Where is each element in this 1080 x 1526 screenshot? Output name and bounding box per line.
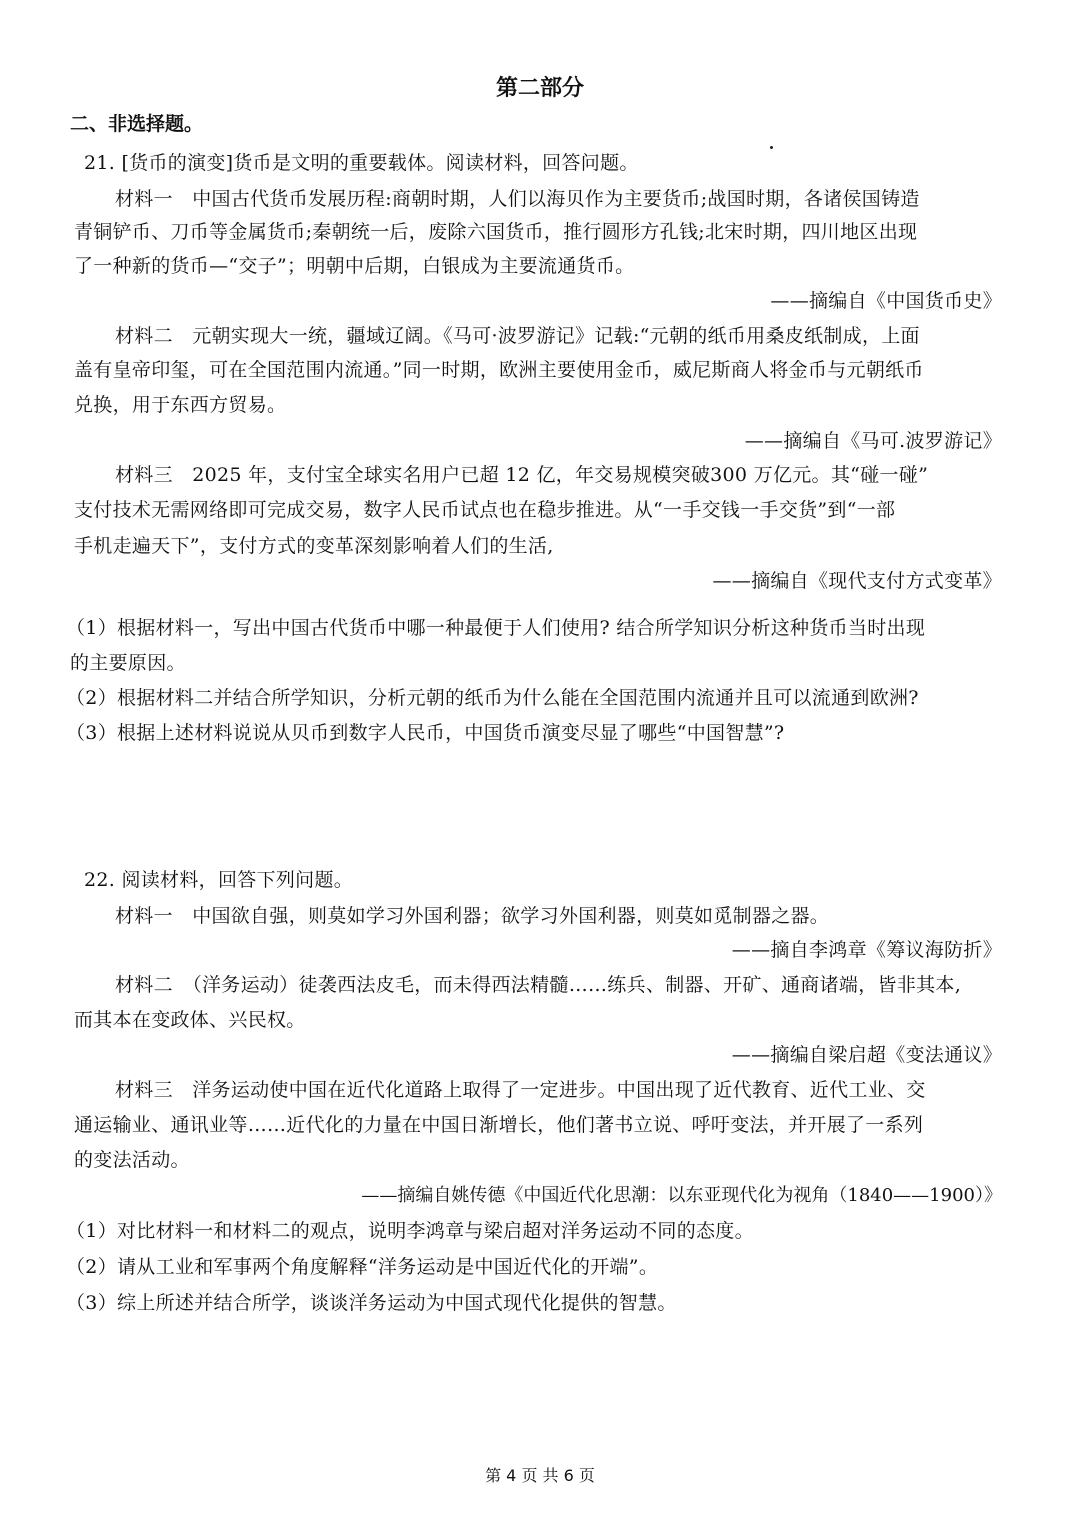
q21-material1-source: ——摘编自《中国货币史》 [770, 290, 1002, 312]
q21-question1-line1: （1）根据材料一，写出中国古代货币中哪一种最便于人们使用? 结合所学知识分析这种货币当时出现 [66, 617, 926, 639]
q22-material3-line1: 材料三 洋务运动使中国在近代化道路上取得了一定进步。中国出现了近代教育、近代工业、交 [115, 1079, 926, 1101]
q22-material1-source: ——摘自李鸿章《筹议海防折》 [731, 939, 1002, 961]
page-title: 第二部分 [495, 76, 584, 101]
q21-material2-line2: 盖有皇帝印玺，可在全国范围内流通。”同一时期，欧洲主要使用金币，威尼斯商人将金币与元朝纸币 [74, 359, 924, 381]
scan-speck [770, 146, 773, 149]
q21-material3-source: ——摘编自《现代支付方式变革》 [712, 570, 1002, 592]
section-heading: 二、非选择题。 [70, 113, 204, 135]
q22-question1: （1）对比材料一和材料二的观点，说明李鸿章与梁启超对洋务运动不同的态度。 [66, 1220, 754, 1242]
q21-material1-line3: 了一种新的货币—“交子”；明朝中后期，白银成为主要流通货币。 [74, 255, 635, 277]
q21-intro: 21. [货币的演变]货币是文明的重要载体。阅读材料，回答问题。 [84, 152, 639, 174]
q21-question1-line2: 的主要原因。 [70, 652, 186, 674]
q21-material2-line3: 兑换，用于东西方贸易。 [74, 394, 287, 416]
q22-material3-line3: 的变法活动。 [74, 1149, 190, 1171]
q21-material3-line3: 手机走遍天下”，支付方式的变革深刻影响着人们的生活, [74, 535, 554, 557]
q22-question2: （2）请从工业和军事两个角度解释“洋务运动是中国近代化的开端”。 [66, 1256, 659, 1278]
q21-material2-source: ——摘编自《马可.波罗游记》 [744, 430, 1002, 452]
q22-material3-line2: 通运输业、通讯业等……近代化的力量在中国日渐增长，他们著书立说、呼吁变法，并开展了一系列 [74, 1114, 924, 1136]
q22-material2-source: ——摘编自梁启超《变法通议》 [731, 1044, 1002, 1066]
q22-material2-line1: 材料二 （洋务运动）徒袭西法皮毛，而未得西法精髓……练兵、制器、开矿、通商诸端，皆非其本, [115, 974, 962, 996]
q22-intro: 22. 阅读材料，回答下列问题。 [84, 869, 354, 891]
q21-question2: （2）根据材料二并结合所学知识，分析元朝的纸币为什么能在全国范围内流通并且可以流通到欧洲? [66, 687, 919, 709]
q22-material3-source: ——摘编自姚传德《中国近代化思潮：以东亚现代化为视角（1840——1900）》 [361, 1185, 1002, 1206]
page-number: 第 4 页 共 6 页 [485, 1466, 595, 1485]
q22-material2-line2: 而其本在变政体、兴民权。 [74, 1009, 306, 1031]
q21-material3-line1: 材料三 2025 年，支付宝全球实名用户已超 12 亿，年交易规模突破300 万亿元。其“碰一碰” [115, 464, 929, 486]
q21-question3: （3）根据上述材料说说从贝币到数字人民币，中国货币演变尽显了哪些“中国智慧”? [66, 722, 785, 744]
q21-material3-line2: 支付技术无需网络即可完成交易，数字人民币试点也在稳步推进。从“一手交钱一手交货”到“一部 [74, 499, 896, 521]
q22-question3: （3）综上所述并结合所学，谈谈洋务运动为中国式现代化提供的智慧。 [66, 1292, 677, 1314]
q21-material2-line1: 材料二 元朝实现大一统，疆域辽阔。《马可·波罗游记》记载:“元朝的纸币用桑皮纸制成，上面 [115, 325, 920, 347]
q21-material1-line1: 材料一 中国古代货币发展历程:商朝时期，人们以海贝作为主要货币;战国时期，各诸侯国铸造 [115, 188, 920, 210]
q21-material1-line2: 青铜铲币、刀币等金属货币;秦朝统一后，废除六国货币，推行圆形方孔钱;北宋时期，四川地区出现 [74, 221, 918, 243]
q22-material1: 材料一 中国欲自强，则莫如学习外国利器；欲学习外国利器，则莫如觅制器之器。 [115, 905, 830, 927]
